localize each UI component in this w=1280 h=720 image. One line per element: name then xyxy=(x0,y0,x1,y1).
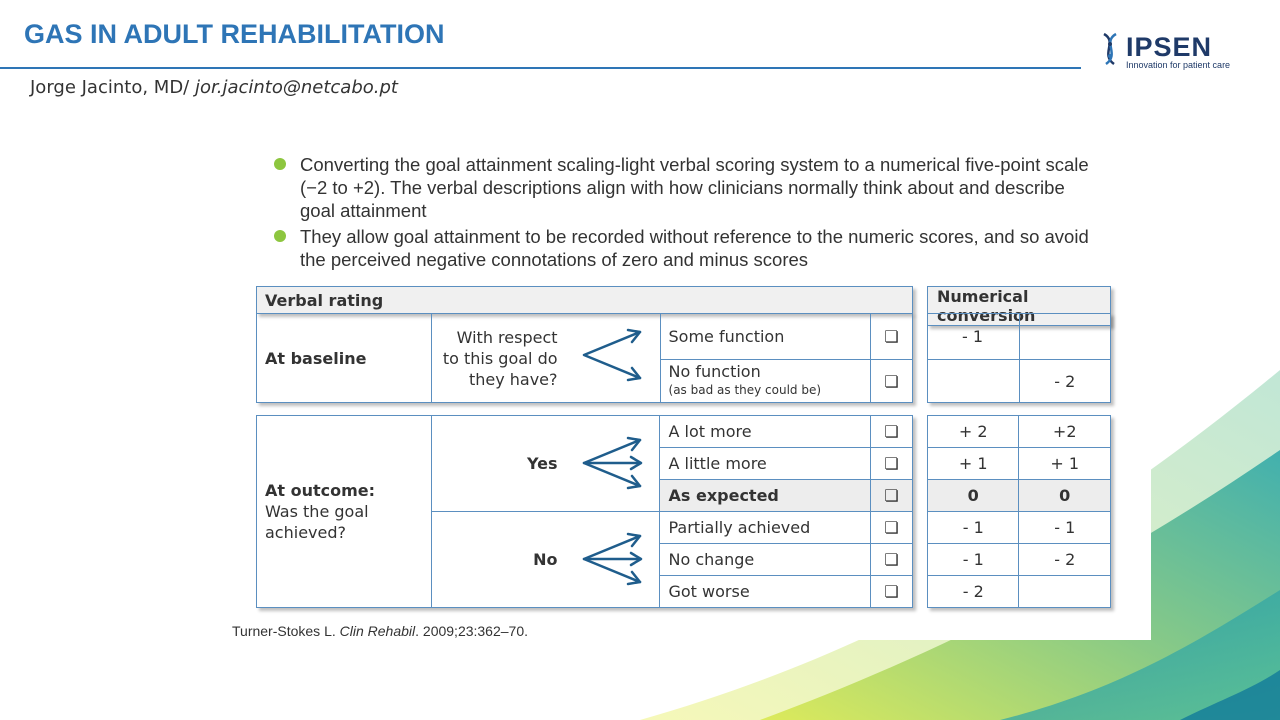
num-got-worse-2 xyxy=(1019,576,1111,608)
ipsen-logo xyxy=(1096,30,1256,74)
bullet-list xyxy=(272,153,1092,274)
logo-tagline: Innovation for patient care xyxy=(1126,60,1231,70)
checkbox-partially-achieved[interactable]: ❏ xyxy=(871,512,913,544)
bullet-text: Converting the goal attainment scaling-light verbal scoring system to a numerical five-point scale (−2 to +2). The verbal descriptions align with how clinicians normally think about and describe goal attainment xyxy=(300,154,1089,221)
logo-brand: IPSEN xyxy=(1126,32,1213,62)
outcome-numbers-table xyxy=(927,415,1111,608)
num-some-function-2 xyxy=(1019,314,1110,360)
citation-journal: Clin Rehabil xyxy=(339,623,416,639)
bullet-item xyxy=(272,225,1092,271)
bullet-dot-icon xyxy=(274,158,286,170)
rating-a-lot-more: A lot more xyxy=(660,416,871,448)
num-a-lot-more-1: + 2 xyxy=(928,416,1019,448)
title-divider xyxy=(0,67,1081,69)
checkbox-got-worse[interactable]: ❏ xyxy=(871,576,913,608)
helix-icon xyxy=(1096,30,1126,74)
rating-some-function: Some function xyxy=(660,314,871,360)
checkbox-some-function[interactable]: ❏ xyxy=(871,314,913,360)
yes-arrows-icon xyxy=(580,436,646,490)
rating-no-function-cell xyxy=(660,360,871,403)
citation-details: . 2009;23:362–70. xyxy=(415,623,529,639)
num-as-expected-2: 0 xyxy=(1019,480,1111,512)
checkbox-no-function[interactable]: ❏ xyxy=(871,360,913,403)
outcome-label: At outcome: xyxy=(265,481,376,500)
num-some-function-1: - 1 xyxy=(928,314,1020,360)
rating-no-function-note: (as bad as they could be) xyxy=(668,383,822,397)
checkbox-a-little-more[interactable]: ❏ xyxy=(871,448,913,480)
rating-got-worse: Got worse xyxy=(660,576,871,608)
num-as-expected-1: 0 xyxy=(928,480,1019,512)
num-partially-achieved-2: - 1 xyxy=(1019,512,1111,544)
rating-partially-achieved: Partially achieved xyxy=(660,512,871,544)
bullet-dot-icon xyxy=(274,230,286,242)
baseline-question: With respect to this goal do they have? xyxy=(431,314,660,403)
num-partially-achieved-1: - 1 xyxy=(928,512,1019,544)
author-name: Jorge Jacinto, MD/ xyxy=(30,77,195,98)
rating-no-function: No function xyxy=(668,362,761,381)
num-no-function-1 xyxy=(928,360,1020,403)
rating-a-little-more: A little more xyxy=(660,448,871,480)
verbal-rating-header-cell: Verbal rating xyxy=(257,287,913,314)
num-no-change-1: - 1 xyxy=(928,544,1019,576)
no-arrows-icon xyxy=(580,532,646,586)
outcome-question: Was the goal achieved? xyxy=(265,502,369,542)
checkbox-no-change[interactable]: ❏ xyxy=(871,544,913,576)
author-line xyxy=(30,77,398,98)
bullet-item xyxy=(272,153,1092,222)
slide-title: GAS IN ADULT REHABILITATION xyxy=(24,19,445,49)
yes-label: Yes xyxy=(431,416,660,512)
rating-as-expected: As expected xyxy=(660,480,871,512)
num-no-change-2: - 2 xyxy=(1019,544,1111,576)
checkbox-as-expected[interactable]: ❏ xyxy=(871,480,913,512)
baseline-arrows-icon xyxy=(580,328,646,382)
num-a-lot-more-2: +2 xyxy=(1019,416,1111,448)
num-a-little-more-2: + 1 xyxy=(1019,448,1111,480)
num-a-little-more-1: + 1 xyxy=(928,448,1019,480)
verbal-rating-header xyxy=(256,286,913,314)
num-got-worse-1: - 2 xyxy=(928,576,1019,608)
baseline-numbers-table xyxy=(927,313,1111,403)
checkbox-a-lot-more[interactable]: ❏ xyxy=(871,416,913,448)
citation-authors: Turner-Stokes L. xyxy=(232,623,340,639)
author-email: jor.jacinto@netcabo.pt xyxy=(194,77,398,98)
outcome-label-cell xyxy=(257,416,432,608)
rating-no-change: No change xyxy=(660,544,871,576)
citation xyxy=(232,623,528,639)
bullet-text: They allow goal attainment to be recorded without reference to the numeric scores, and so avoid the perceived negative connotations of zero and minus scores xyxy=(300,226,1089,270)
numerical-conversion-header-cell: Numerical conversion xyxy=(928,287,1111,326)
no-label: No xyxy=(431,512,660,608)
num-no-function-2: - 2 xyxy=(1019,360,1110,403)
baseline-label: At baseline xyxy=(257,314,432,403)
